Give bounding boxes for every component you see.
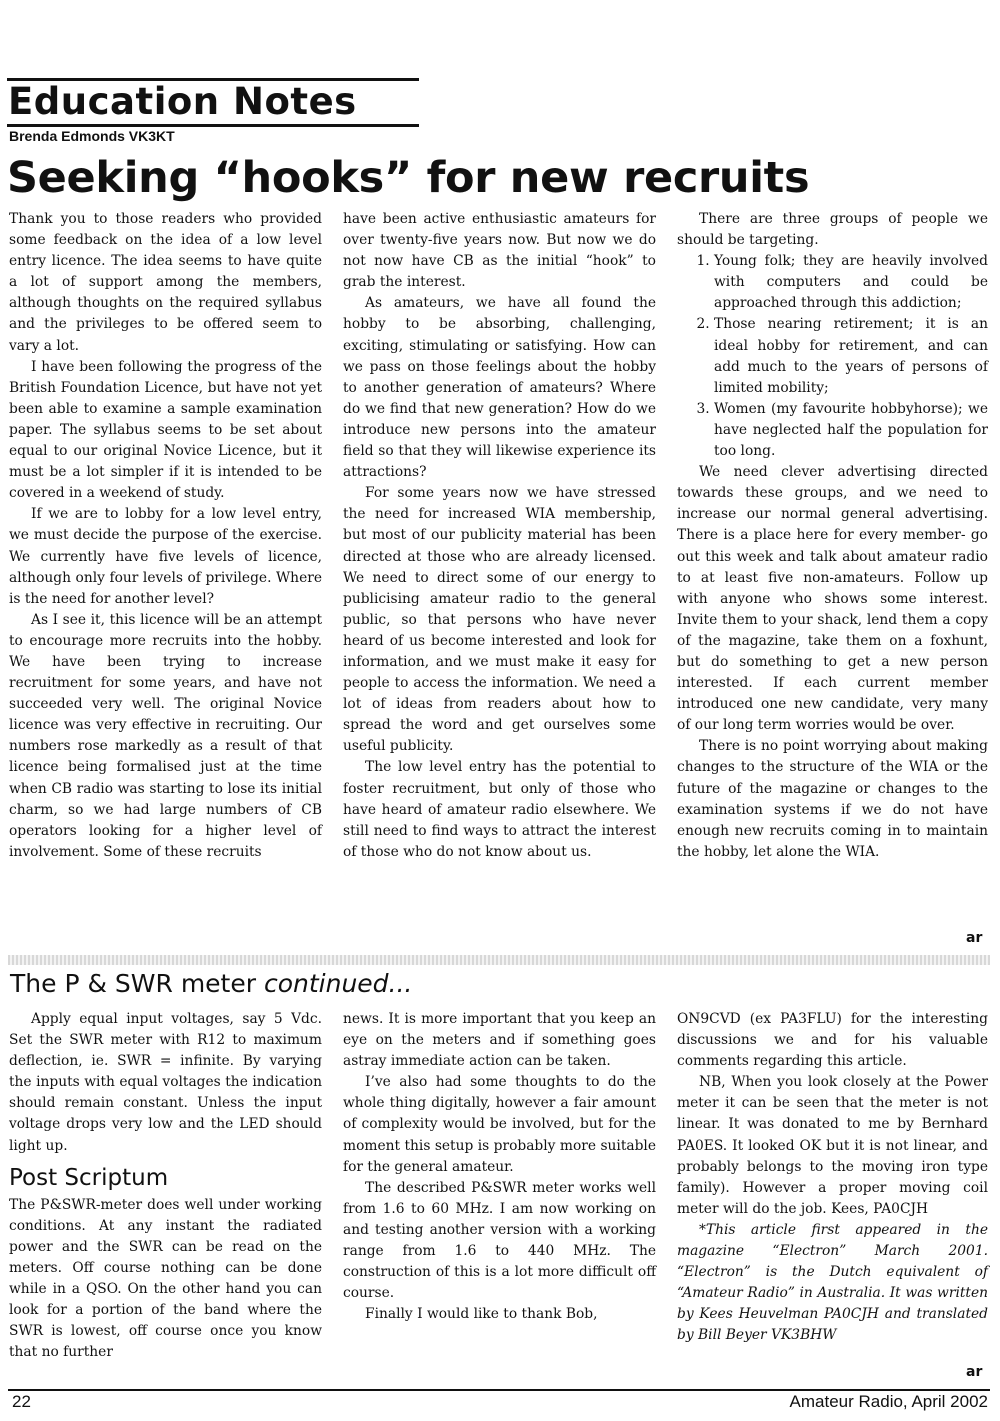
paragraph: If we are to lobby for a low level entry, we must decide the purpose of the exercise. We currently have five levels of licence, although only four levels of privilege. Where is the need for another level? (9, 506, 322, 607)
article2-column-2 (343, 1009, 656, 1325)
article-column-2 (343, 209, 656, 863)
paragraph: NB, When you look closely at the Power meter it can be seen that the meter is not linear. It was donated to me by Bernhard PA0ES. It looked OK but it is not linear, and probably belongs to the moving iron type family). However a proper moving coil meter will do the job. Kees, PA0CJH (677, 1074, 988, 1217)
page-number: 22 (12, 1392, 31, 1411)
paragraph: The P&SWR-meter does well under working conditions. At any instant the radiated power and the SWR can be read on the meters. Off course nothing can be done while in a QSO. On the other hand you can look for a portion of the band where the SWR is lowest, off course once you know that no further (9, 1196, 322, 1361)
continued-article-headline (10, 967, 412, 1001)
paragraph: Apply equal input voltages, say 5 Vdc. Set the SWR meter with R12 to maximum deflection, ie. SWR = infinite. By varying the inputs with equal voltages the indication should remain constant. Unless the input voltage drops very low and the LED should light up. (9, 1011, 322, 1154)
subheading: Post Scriptum (9, 1164, 169, 1191)
publication-name: Amateur Radio, April 2002 (789, 1392, 988, 1411)
paragraph: As I see it, this licence will be an attempt to encourage more recruits into the hobby. We have been trying to increase recruitment for some years, and have not succeeded very well. The original Novice licence was very effective in recruiting. Our numbers rose markedly as a result of that licence being formalised just at the time when CB radio was starting to lose its initial charm, so we had large numbers of CB operators looking for a higher level of involvement. Some of these recruits (9, 611, 322, 860)
headline-text: The P & SWR meter (10, 969, 264, 998)
section-title: Education Notes (8, 80, 357, 123)
article2-column-3 (677, 1009, 988, 1347)
paragraph: news. It is more important that you keep an eye on the meters and if something goes astray immediate action can be taken. (343, 1011, 656, 1070)
paragraph: Thank you to those readers who provided some feedback on the idea of a low level entry licence. The idea seems to have quite a lot of support among the members, although thoughts on the required syllabus and the privileges to be offered seem to vary a lot. (9, 211, 322, 354)
paragraph: We need clever advertising directed towards these groups, and we need to increase our normal general advertising. There is a place here for every member- go out this week and talk about amateur radio to at least five non-amateurs. Follow up with anyone who shows some interest. Invite them to your shack, lend them a copy of the magazine, take them on a foxhunt, but do something to get a new person interested. If each current member introduced one new candidate, very many of our long term worries would be over. (677, 464, 988, 734)
paragraph: As amateurs, we have all found the hobby to be absorbing, challenging, exciting, stimulating or satisfying. How can we pass on those feelings about the hobby to another generation of amateurs? Where do we find that new generation? How do we introduce new persons into the amateur field so that they will likewise experience its attractions? (343, 295, 656, 481)
end-of-article-mark: ar (966, 930, 983, 946)
paragraph: There is no point worrying about making changes to the structure of the WIA or the future of the magazine or changes to the examination systems if we do not have enough new recruits coming in to maintain the hobby, let alone the WIA. (677, 738, 988, 860)
article-column-1 (9, 209, 322, 863)
paragraph: I’ve also had some thoughts to do the whole thing digitally, however a fair amount of complexity would be involved, but for the moment this setup is probably more suitable for the general amateur. (343, 1074, 656, 1175)
article2-column-1 (9, 1009, 322, 1363)
target-groups-list (677, 251, 988, 462)
paragraph: There are three groups of people we should be targeting. (677, 211, 988, 249)
footer-rule (8, 1389, 990, 1391)
paragraph: For some years now we have stressed the need for increased WIA membership, but most of our publicity material has been directed at those who are already licensed. We need to direct some of our energy to publicising amateur radio to the general public, so that persons who have never heard of us become interested and look for information, and we must make it easy for people to access the information. We need a lot of ideas from readers about how to spread the word and get ourselves some useful publicity. (343, 485, 656, 755)
article-headline: Seeking “hooks” for new recruits (7, 153, 810, 203)
list-item: 3. Women (my favourite hobbyhorse); we have neglected half the population for too long. (714, 399, 988, 462)
footnote: *This article first appeared in the magazine “Electron” March 2001. “Electron” is the Dutch equivalent of “Amateur Radio” in Australia. It was written by Kees Heuvelman PA0CJH and translated by Bill Beyer VK3BHW (677, 1221, 988, 1344)
paragraph: have been active enthusiastic amateurs for over twenty-five years now. But now we do not now have CB as the initial “hook” to grab the interest. (343, 211, 656, 291)
list-item: 1. Young folk; they are heavily involved with computers and could be approached through this addiction; (714, 251, 988, 314)
paragraph: ON9CVD (ex PA3FLU) for the interesting discussions we and for his valuable comments regarding this article. (677, 1011, 988, 1070)
paragraph: The described P&SWR meter works well from 1.6 to 60 MHz. I am now working on and testing another version with a working range from 1.6 to 440 MHz. The construction of this is a lot more difficult off course. (343, 1179, 656, 1302)
paragraph: The low level entry has the potential to foster recruitment, but only of those who have heard of amateur radio elsewhere. We still need to find ways to attract the interest of those who do not know about us. (343, 759, 656, 860)
headline-continued: continued... (263, 969, 413, 998)
article-divider (8, 955, 990, 965)
paragraph: I have been following the progress of the British Foundation Licence, but have not yet been able to examine a sample examination paper. The syllabus seems to be set about equal to our original Novice Licence, but it must be a lot simpler if it is intended to be covered in a weekend of study. (9, 358, 322, 502)
paragraph: Finally I would like to thank Bob, (365, 1306, 598, 1323)
article-column-3 (677, 209, 988, 863)
author-byline: Brenda Edmonds VK3KT (9, 128, 175, 144)
list-item: 2. Those nearing retirement; it is an ideal hobby for retirement, and can add much to the years of persons of limited mobility; (714, 314, 988, 398)
end-of-article-mark: ar (966, 1364, 983, 1380)
